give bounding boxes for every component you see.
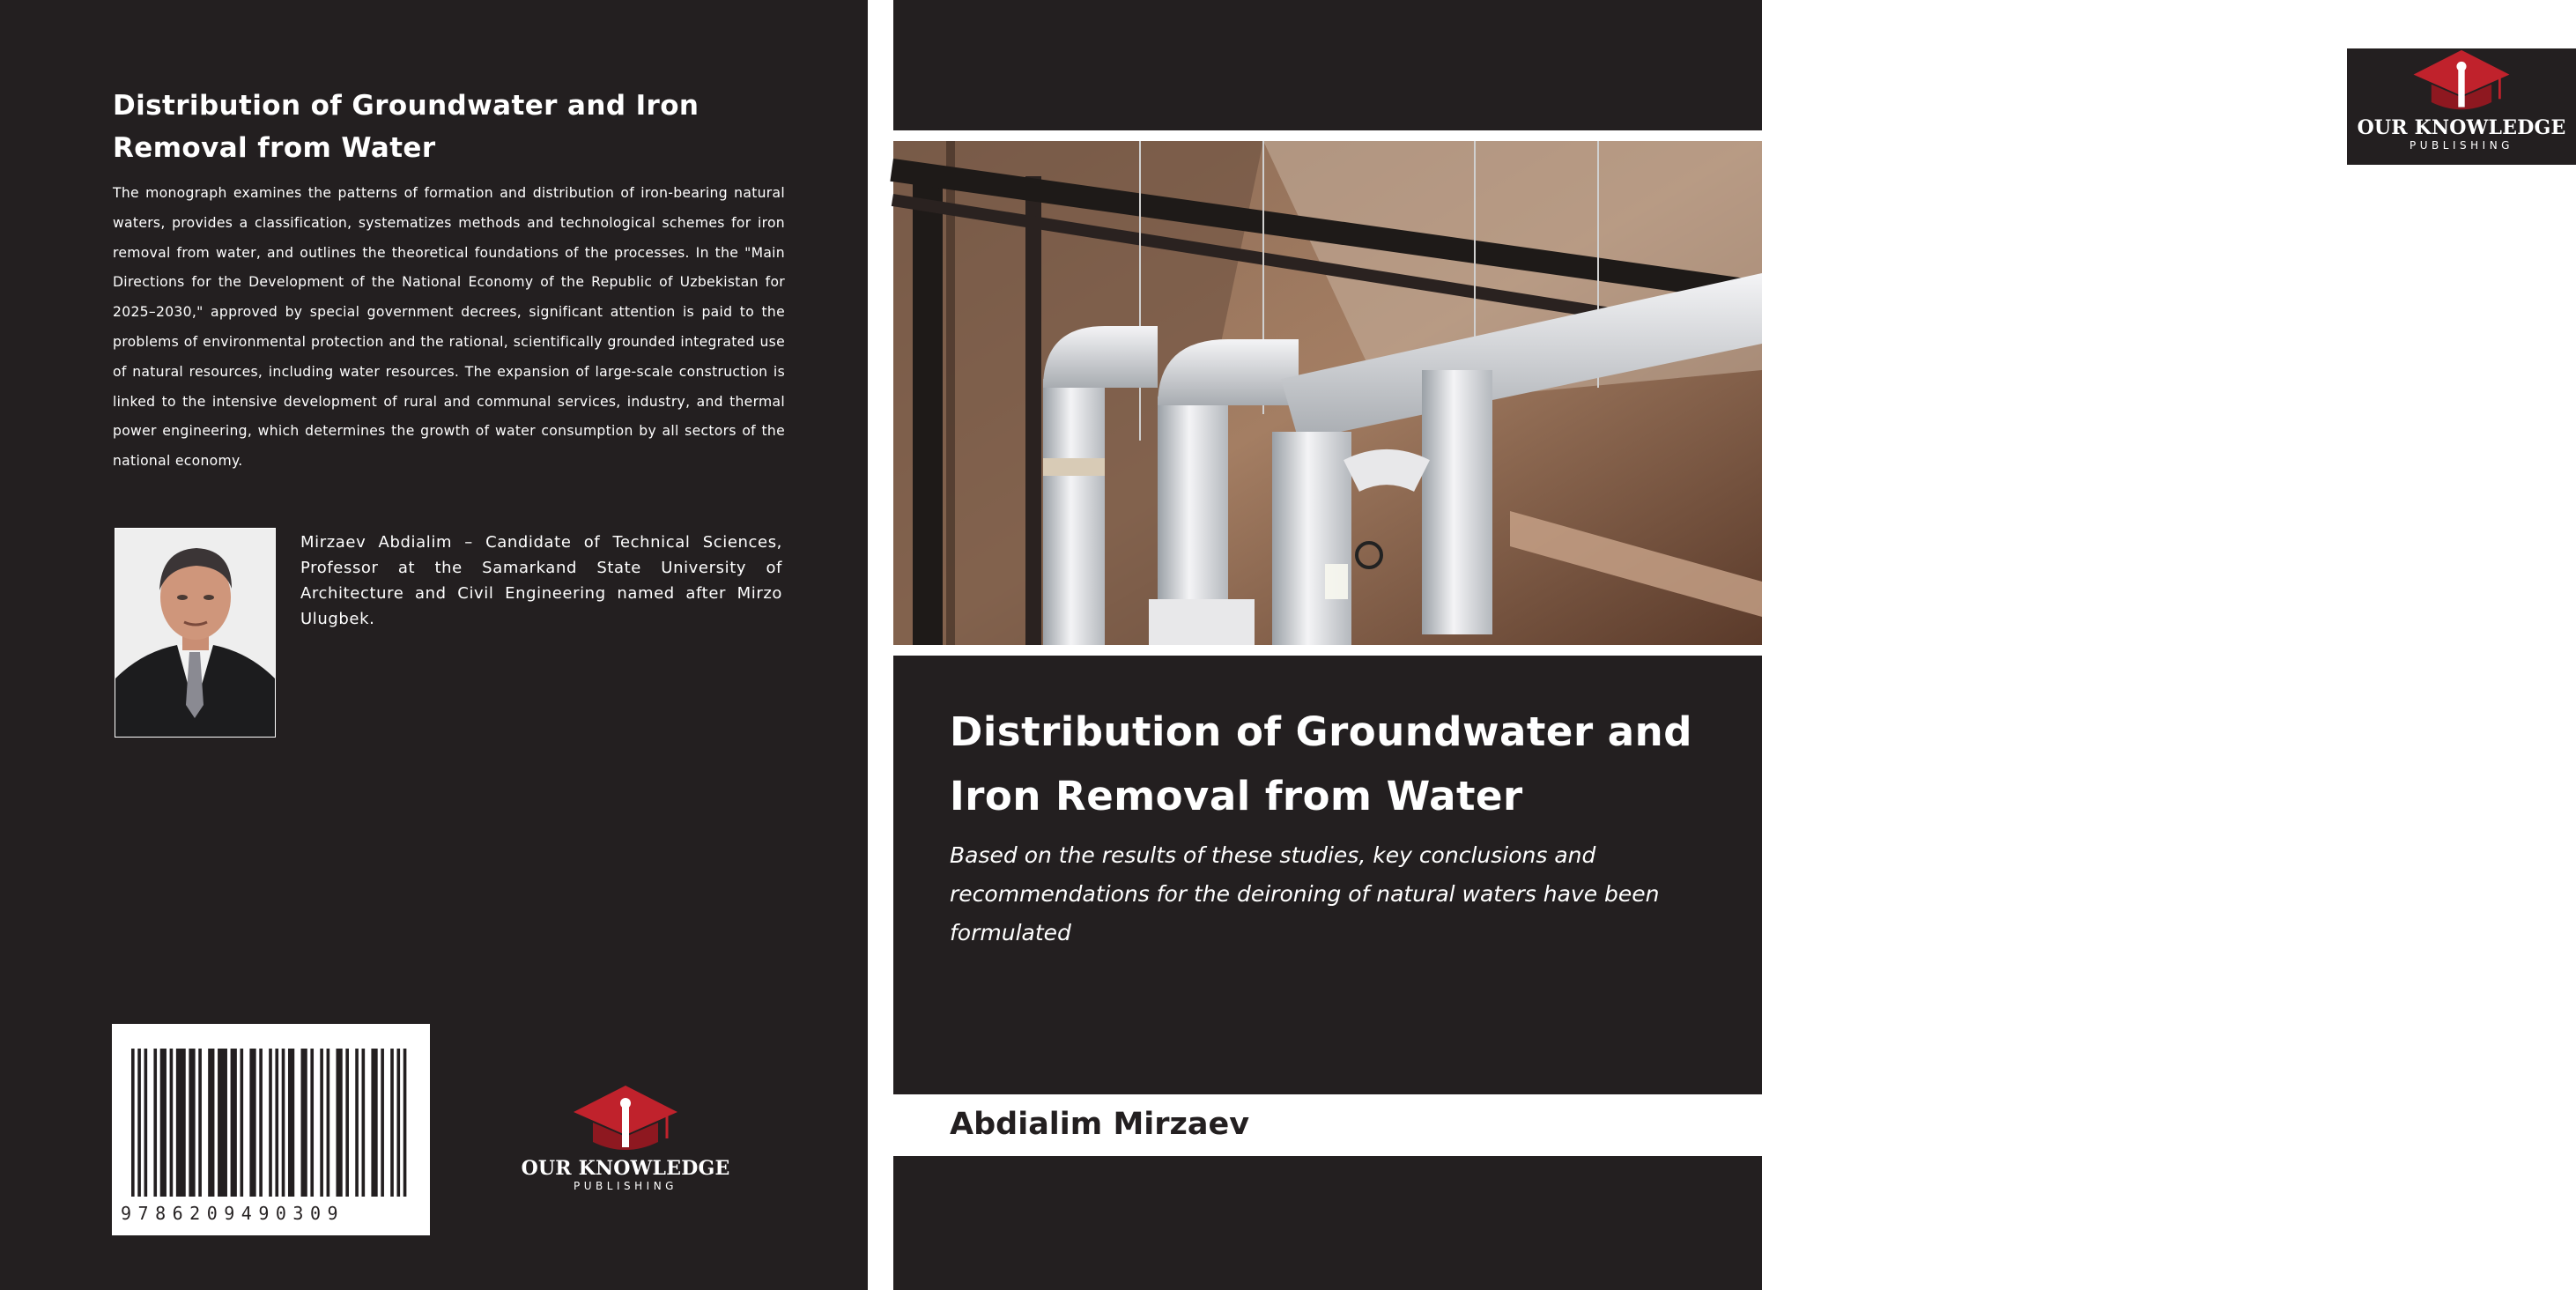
- barcode-bar: [371, 1049, 377, 1197]
- publisher-subname: PUBLISHING: [2409, 139, 2513, 152]
- isbn-number: 9786209490309: [121, 1203, 345, 1224]
- front-cover-title: Distribution of Groundwater and Iron Removal from Water: [950, 708, 1692, 819]
- barcode-bar: [320, 1049, 323, 1197]
- publisher-logo-front: [2347, 48, 2576, 165]
- barcode-bar: [137, 1049, 141, 1197]
- front-title-panel: [893, 656, 1762, 1094]
- front-bottom-band: [893, 1156, 1762, 1290]
- barcode-bar: [381, 1049, 384, 1197]
- front-top-band: [893, 0, 1762, 130]
- barcode-bar: [176, 1049, 186, 1197]
- barcode-bar: [275, 1049, 278, 1197]
- barcode-bar: [336, 1049, 342, 1197]
- barcode-bar: [131, 1049, 135, 1197]
- back-cover-description: The monograph examines the patterns of formation and distribution of iron-bearing natural waters, provides a classification, systematizes methods and technological schemes for iron removal from water, and outlines the theoretical foundations of the processes. In the "Main Directions for the Development of the National Economy of the Republic of Uzbekistan for 2025–2030," approved by special government decrees, significant attention is paid to the problems of environmental protection and the rational, scientifically grounded integrated use of natural resources, including water resources. The expansion of large-scale construction is linked to the intensive development of rural and communal services, industry, and thermal power engineering, which determines the growth of water consumption by all sectors of the national economy.: [113, 185, 785, 470]
- barcode-bar: [189, 1049, 195, 1197]
- author-photo: [115, 528, 276, 738]
- barcode-bar: [403, 1049, 407, 1197]
- back-cover: [0, 0, 868, 1290]
- barcode-bar: [345, 1049, 349, 1197]
- graduation-cap-icon: [568, 1084, 683, 1154]
- isbn-barcode: [112, 1024, 430, 1235]
- barcode-bar: [144, 1049, 148, 1197]
- publisher-name: OUR KNOWLEDGE: [521, 1157, 730, 1180]
- barcode-bar: [249, 1049, 255, 1197]
- barcode-bar: [310, 1049, 314, 1197]
- publisher-name: OUR KNOWLEDGE: [2357, 116, 2566, 139]
- barcode-bar: [396, 1049, 400, 1197]
- barcode-bar: [355, 1049, 359, 1197]
- author-bio: Mirzaev Abdialim – Candidate of Technical Sciences, Professor at the Samarkand State University of Architecture and Civil Engineering named after Mirzo Ulugbek.: [300, 533, 782, 628]
- barcode-bar: [390, 1049, 394, 1197]
- barcode-bar: [362, 1049, 366, 1197]
- barcode-bar: [218, 1049, 227, 1197]
- barcode-bar: [327, 1049, 330, 1197]
- barcode-bars: [130, 1049, 411, 1207]
- barcode-bar: [170, 1049, 174, 1197]
- author-portrait-icon: [115, 529, 275, 737]
- publisher-subname: PUBLISHING: [574, 1180, 677, 1192]
- cover-photo: [893, 141, 1762, 645]
- barcode-bar: [160, 1049, 167, 1197]
- publisher-logo-back: [515, 1084, 736, 1193]
- barcode-bar: [198, 1049, 202, 1197]
- barcode-bar: [208, 1049, 214, 1197]
- barcode-bar: [153, 1049, 157, 1197]
- barcode-bar: [259, 1049, 263, 1197]
- graduation-cap-icon: [2409, 48, 2514, 114]
- industrial-pipes-photo: [893, 141, 1762, 645]
- barcode-bar: [288, 1049, 294, 1197]
- back-cover-title: Distribution of Groundwater and Iron Removal from Water: [113, 90, 700, 164]
- barcode-bar: [269, 1049, 272, 1197]
- barcode-bar: [301, 1049, 307, 1197]
- front-cover: [893, 0, 2566, 1290]
- barcode-bar: [240, 1049, 243, 1197]
- barcode-bar: [231, 1049, 237, 1197]
- front-cover-author: Abdialim Mirzaev: [950, 1107, 1250, 1142]
- front-cover-subtitle: Based on the results of these studies, key conclusions and recommendations for the deironing of natural waters have been formulated: [950, 842, 1660, 945]
- barcode-bar: [282, 1049, 285, 1197]
